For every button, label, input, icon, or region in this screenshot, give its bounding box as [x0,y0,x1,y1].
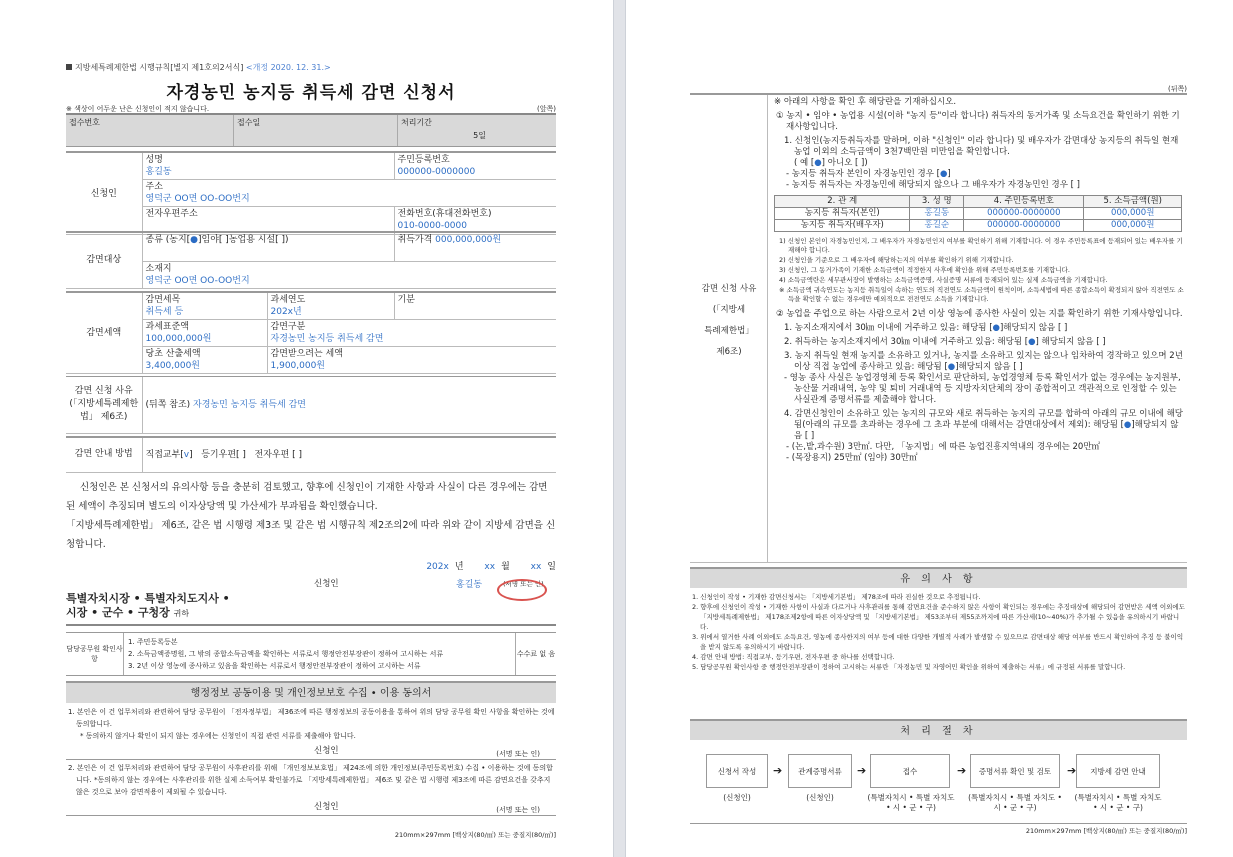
paper-size-note: 210mm×297mm [백상지(80/㎡) 또는 중질지(80/㎡)] [394,831,556,839]
application-date: 202x 년 xx 월 xx 일 [426,562,556,572]
declaration: 신청인은 본 신청서의 유의사항 등을 충분히 검토했고, 향후에 신청인이 기재한 사항과 사실이 다른 경우에는 감면된 세액이 추징되며 별도의 이자상당액 및 가산세가 부과됨을 확인했습니다. 「지방세특례제한법」 제6조, 같은 법 시행령 제3조 및 같은 법 시행규칙 제2조의2에 따라 위와 같이 지방세 감면을 신청합니다. [66,482,556,550]
reason-section [66,376,556,434]
target-label: 감면대상 [66,233,142,288]
table-row: 농지등 취득자(배우자) 홍길순 000000-0000000 000,000원 [775,220,1182,232]
arrow-right-icon: ➔ [1067,764,1077,777]
side-label: (앞쪽) [537,105,556,113]
notify-section [66,436,556,473]
processing-days: 5일 [473,131,486,140]
addressee: 특별자치시장 • 특별자치도지사 • 시장 • 군수 • 구청장 귀하 [66,592,556,626]
option-direct[interactable]: 직접교부[v] [145,449,193,460]
arrow-right-icon: ➔ [957,764,967,777]
tax-section: 감면세액 감면세목 취득세 등 과세연도 202x년 기분 과세표준액 100,000,000원 감면구분 자경농민 농지등 취득세 감면 당초 산출세액 3,400,000원 감면받으려는 세액 1,900,000원 [66,291,556,374]
square-bullet-icon [66,64,72,70]
consent-body: 1. 본인은 이 건 업무처리와 관련하여 담당 공무원이 「전자정부법」 제36조에 따른 행정정보의 공동이용을 통하여 위의 담당 공무원 확인 사항을 확인하는 것에 동의합니다. * 동의하지 않거나 확인이 되지 않는 경우에는 신청인이 직접 관련 서류를 제출해야 합니다. 신청인 (서명 또는 인) 2. 본인은 이 건 업무처리와 관련하여 담당 공무원이 사후관리를 위해 「개인정보보호법」 제24조에 의한 개인정보(주민등록번호) 수집 • 이용하는 것에 동의합니다. *동의하지 않는 경우에는 사후관리를 위한 실제 소득여부 확인불가로 「지방세특례제한법」 제6조 및 같은 법 시행령 제3조에 따른 감면요건을 갖추지 않은 것으로 보아 감면적용이 제외될 수 있습니다. 신청인 (서명 또는 인) [68,708,555,814]
notify-label: 감면 안내 방법 [66,438,142,472]
paper-size-note-back: 210mm×297mm [백상지(80/㎡) 또는 중질지(80/㎡)] [1025,827,1187,835]
back-reason-label: 감면 신청 사유 (「지방세 특례제한법」 제6조) [701,284,757,357]
phone-field[interactable]: 010-0000-0000 [397,221,467,231]
check-mark: v [183,449,190,460]
front-page: 지방세특례제한법 시행규칙[별지 제1호의2서식] <개정 2020. 12. 31.> 자경농민 농지등 취득세 감면 신청서 ※ 색상이 어두운 난은 신청인이 적지 않습니다. (앞쪽) 접수번호 접수일 처리기간 5일 신청인 성명 홍길동 주민등록번호 000000-0000000 주소 영덕군 OO면 OO-OO번지 전자우편주소 전화번호(휴대전화번호) 010-0000-0000 감면대상 종류 (농지[●]임야[ ]농업용 시설[ ]) 취득가격 000,000,000원 소재지 영덕군 OO면 OO-OO번지 감면세액 감면세목 취득세 등 과세연도 202x년 기분 과세표준액 100,000,000원 감면구분 자경농민 농지등 취득세 감면 당초 산출세액 3,400,000원 감면받으려는 세액 1,900,000원 감면 신청 사유 (「지방세특례제한법」 제6조) (뒤쪽 참조) 자경농민 농지등 취득세 감면 감면 안내 방법 직접교부[v] 등기우편[ ] 전자우편 [ ] 신청인은 본 신청서의 유의사항 등을 충분히 검토했고, 향후에 신청인이 기재한 사항과 사실이 다른 경우에는 감면된 세액이 추징되며 별도의 이자상당액 및 가산세가 부과됨을 확인했습니다. 「지방세특례제한법」 제6조, 같은 법 시행령 제3조 및 같은 법 시행규칙 제2조의2에 따라 위와 같이 지방세 감면을 신청합니다. 202x 년 xx 월 xx 일 신청인 홍길동 (서명 또는 인) 특별자치시장 • 특별자치도지사 • 시장 • 군수 • 구청장 귀하 담당공무원 확인사항 1. 주민등록등본 2. 소득금액증명원, 그 밖의 종합소득금액을 확인하는 서류로서 행정안전부장관이 정하여 고시하는 서류 3. 2년 이상 영농에 종사하고 있음을 확인하는 서류로서 행정안전부장관이 정하여 고시하는 서류 수수료 없 음 행정정보 공동이용 및 개인정보보호 수집 • 이용 동의서 1. 본인은 이 건 업무처리와 관련하여 담당 공무원이 「전자정부법」 제36조에 따른 행정정보의 공동이용을 통하여 위의 담당 공무원 확인 사항을 확인하는 것에 동의합니다. * 동의하지 않거나 확인이 되지 않는 경우에는 신청인이 직접 관련 서류를 제출해야 합니다. 신청인 (서명 또는 인) 2. 본인은 이 건 업무처리와 관련하여 담당 공무원이 사후관리를 위해 「개인정보보호법」 제24조에 의한 개인정보(주민등록번호) 수집 • 이용하는 것에 동의합니다. *동의하지 않는 경우에는 사후관리를 위한 실제 소득여부 확인불가로 「지방세특례제한법」 제6조 및 같은 법 시행령 제3조에 따른 감면요건을 갖추지 않은 것으로 보아 감면적용이 제외될 수 있습니다. 신청인 (서명 또는 인) 210mm×297mm [백상지(80/㎡) 또는 중질지(80/㎡)] [0,0,613,857]
consent-signature-2: 신청인 (서명 또는 인) [66,798,556,816]
procedure-title: 처 리 절 차 [690,719,1187,740]
shaded-note: ※ 색상이 어두운 난은 신청인이 적지 않습니다. [66,105,210,113]
tax-year-field[interactable]: 202x년 [270,307,302,317]
table-notes: 1) 신청인 본인이 자경농민인지, 그 배우자가 자경농민인지 여부를 확인하기 위해 기재합니다. 이 경우 주민등록표에 등재되어 있는 배우자를 기재해야 합니다. 2) 신청인을 기준으로 그 배우자에 해당하는지의 여부를 확인하기 위해 기재합니다. 3) 신청인, 그 동거가족이 기재한 소득금액이 적정한지 사후에 확인을 위해 주민등록번호를 기재합니다. 4) 소득금액란은 세무관서장이 발행하는 소득금액증명, 사실증명 서류에 등재되어 있는 실제 소득금액을 기재합니다. ※ 소득금액 귀속연도는 농지등 취득일이 속하는 연도의 직전연도 소득금액이 원칙이며, 소득세법에 따른 종합소득이 확정되지 않아 직전연도 소득을 확인할 수 없는 경우에만 예외적으로 전전연도 소득을 기재합니다. [779,237,1184,303]
initial-tax-field[interactable]: 3,400,000원 [145,361,200,371]
option-registered-mail[interactable]: 등기우편[ ] [201,449,246,460]
relation-table: 2. 관 계 3. 성 명 4. 주민등록번호 5. 소득금액(원) 농지등 취득자(본인) 홍길동 000000-0000000 000,000원 농지등 취득자(배우자) 홍길순 000000-0000000 000,000원 [774,195,1182,232]
tax-label: 감면세액 [66,293,142,374]
officer-items: 1. 주민등록등본 2. 소득금액증명원, 그 밖의 종합소득금액을 확인하는 서류로서 행정안전부장관이 정하여 고시하는 서류 3. 2년 이상 영농에 종사하고 있음을 확인하는 서류로서 행정안전부장관이 정하여 고시하는 서류 [124,633,516,675]
address-field[interactable]: 영덕군 OO면 OO-OO번지 [145,194,250,204]
income-yes-no[interactable]: ( 예 [●] 아니오 [ ]) [794,158,868,168]
sec2-item-4[interactable]: 4. 감면신청인이 소유하고 있는 농지의 규모와 새로 취득하는 농지의 규모를 합하여 아래의 규모 이내에 해당됨(아래의 규모를 초과하는 경우에 그 초과 부분에 대해서는 감면대상에서 제외): 해당됨 [●]해당되지 않음 [ ] [784,409,1184,441]
step-review: 증명서류 확인 및 검토 [970,754,1060,788]
revision-date: <개정 2020. 12. 31.> [245,63,331,72]
reception-number-cell: 접수번호 [66,115,234,146]
self-farmer-check[interactable]: - 농지등 취득자 본인이 자경농민인 경우 [●] [786,169,951,179]
step-notify: 지방세 감면 안내 [1076,754,1160,788]
location-field[interactable]: 영덕군 OO면 OO-OO번지 [145,275,250,286]
back-left-column [690,95,768,562]
sec2-item-1[interactable]: 1. 농지소재지에서 30㎞ 이내에 거주하고 있음: 해당됨 [●]해당되지 않음 [ ] [784,323,1068,333]
side-label-back: (뒤쪽) [1168,85,1187,93]
procedure-flow: 신청서 작성 (신청인) ➔ 관계증명서류 (신청인) ➔ 접수 (특별자치시 • 특별 자치도 • 시 • 군 • 구) ➔ 증명서류 확인 및 검토 (특별자치시 • 특별 자치도 • 시 • 군 • 구) ➔ 지방세 감면 안내 (특별자치시 • 특별 자치도 • 시 • 군 • 구) [690,754,1187,824]
signer-name[interactable]: 홍길동 [456,580,483,590]
target-section: 감면대상 종류 (농지[●]임야[ ]농업용 시설[ ]) 취득가격 000,000,000원 소재지 영덕군 OO면 OO-OO번지 [66,231,556,289]
consent-title: 행정정보 공동이용 및 개인정보보호 수집 • 이용 동의서 [66,681,556,703]
caution-list: 1. 신청인이 작성 • 기재한 감면신청서는 「지방세기본법」 제78조에 따라 진실한 것으로 추정됩니다. 2. 향후에 신청인이 작성 • 기재한 사항이 사실과 다르거나 사후관리를 통해 감면요건을 준수하지 않은 사항이 확인되는 경우에는 추징대상에 해당되어 감면받은 세액 이외에도 「지방세특례제한법」 제178조제2항에 따른 이자상당액 및 「지방세기본법」 제53조부터 제55조까지에 따른 가산세(10~40%)가 추가될 수 있음을 유의하시기 바랍니다. 3. 위에서 열거한 사례 이외에도 소득요건, 영농에 종사한지의 여부 등에 대한 다양한 개별적 사례가 발생할 수 있으므로 감면대상 해당 여부를 반드시 확인하여 추징 등 불이익을 받지 않도록 유의하시기 바랍니다. 4. 감면 안내 방법: 직접교부, 등기우편, 전자우편 중 하나를 선택합니다. 5. 담당공무원 확인사항 중 행정안전부장관이 정하여 고시하는 서류란 「자경농민 및 자영어민 확인을 위하여 제출하는 서류」에 규정된 서류를 말합니다. [692,593,1185,671]
fee-label: 수수료 없 음 [516,650,556,658]
applicant-label: 신청인 [66,153,142,235]
spouse-farmer-check[interactable]: - 농지등 취득자는 자경농민에 해당되지 않으나 그 배우자가 자경농민인 경우 [ ] [786,180,1080,190]
sign-hint: (서명 또는 인) [503,580,544,588]
section-2-title: ② 농업을 주업으로 하는 사람으로서 2년 이상 영농에 종사한 사실이 있는 지를 확인하기 위한 기재사항입니다. [776,309,1183,319]
reception-date-cell: 접수일 [234,115,398,146]
table-row: 농지등 취득자(본인) 홍길동 000000-0000000 000,000원 [775,208,1182,220]
back-form-frame [690,93,1187,563]
reduction-type-field[interactable]: 자경농민 농지등 취득세 감면 [270,334,384,344]
reason-label: 감면 신청 사유 (「지방세특례제한법」 제6조) [66,377,142,433]
applicant-section: 신청인 성명 홍길동 주민등록번호 000000-0000000 주소 영덕군 OO면 OO-OO번지 전자우편주소 전화번호(휴대전화번호) 010-0000-0000 [66,151,556,235]
arrow-right-icon: ➔ [773,764,783,777]
land-type-field[interactable]: 종류 (농지[●]임야[ ]농업용 시설[ ]) [142,233,394,261]
rrn-field[interactable]: 000000-0000000 [397,167,476,177]
officer-check-box: 담당공무원 확인사항 1. 주민등록등본 2. 소득금액증명원, 그 밖의 종합소득금액을 확인하는 서류로서 행정안전부장관이 정하여 고시하는 서류 3. 2년 이상 영농에 종사하고 있음을 확인하는 서류로서 행정안전부장관이 정하여 고시하는 서류 수수료 없 음 [66,632,556,676]
reduce-tax-field[interactable]: 1,900,000원 [270,361,325,371]
name-field[interactable]: 홍길동 [145,167,172,177]
tax-item-field[interactable]: 취득세 등 [145,307,184,317]
processing-period-cell: 처리기간 5일 [401,118,486,140]
caution-title: 유 의 사 항 [690,567,1187,588]
step-write-application: 신청서 작성 [706,754,768,788]
checked-mark: ● [190,235,199,245]
sec2-item-2[interactable]: 2. 취득하는 농지소재지에서 30㎞ 이내에 거주하고 있음: 해당됨 [●] 해당되지 않음 [ ] [784,337,1106,347]
arrow-right-icon: ➔ [857,764,867,777]
price-field[interactable]: 000,000,000원 [435,235,502,245]
section-1-title: ① 농지 • 임야 • 농업용 시설(이하 "농지 등"이라 합니다) 취득자의 동거가족 및 소득요건을 확인하기 위한 기재사항입니다. [776,111,1180,132]
sec2-item-3[interactable]: 3. 농지 취득일 현재 농지를 소유하고 있거나, 농지를 소유하고 있지는 않으나 임차하여 경작하고 있으며 2년이상 직접 농업에 종사하고 있음: 해당됨 [●]해당되지 않음 [ ] [784,351,1183,372]
reception-box [66,113,556,147]
page-title: 자경농민 농지등 취득세 감면 신청서 [166,83,456,103]
back-form-body: ※ 아래의 사항을 확인 후 해당란을 기재하십시오. ① 농지 • 임야 • 농업용 시설(이하 "농지 등"이라 합니다) 취득자의 동거가족 및 소득요건을 확인하기 위한 기재사항입니다. 1. 신청인(농지등취득자를 말하며, 이하 "신청인" 이라 합니다) 및 배우자가 감면대상 농지등의 취득일 현재 농업 이외의 소득금액이 3천7백만원 미만임을 확인합니다. ( 예 [●] 아니오 [ ]) - 농지등 취득자 본인이 자경농민인 경우 [●] - 농지등 취득자는 자경농민에 해당되지 않으나 그 배우자가 자경농민인 경우 [ ] 2. 관 계 3. 성 명 4. 주민등록번호 5. 소득금액(원) 농지등 취득자(본인) 홍길동 000000-0000000 000,000원 농지등 취득자(배우자) 홍길순 000000-0000000 000,000원 1) 신청인 본인이 자경농민인지, 그 배우자가 자경농민인지 여부를 확인하기 위해 기재합니다. 이 경우 주민등록표에 등재되어 있는 배우자를 기재해야 합니다. 2) 신청인을 기준으로 그 배우자에 해당하는지의 여부를 확인하기 위해 기재합니다. 3) 신청인, 그 동거가족이 기재한 소득금액이 적정한지 사후에 확인을 위해 주민등록번호를 기재합니다. 4) 소득금액란은 세무관서장이 발행하는 소득금액증명, 사실증명 서류에 등재되어 있는 실제 소득금액을 기재합니다. ※ 소득금액 귀속연도는 농지등 취득일이 속하는 연도의 직전연도 소득금액이 원칙이며, 소득세법에 따른 종합소득이 확정되지 않아 직전연도 소득을 확인할 수 없는 경우에만 예외적으로 전전연도 소득을 기재합니다. ② 농업을 주업으로 하는 사람으로서 2년 이상 영농에 종사한 사실이 있는 지를 확인하기 위한 기재사항입니다. 1. 농지소재지에서 30㎞ 이내에 거주하고 있음: 해당됨 [●]해당되지 않음 [ ] 2. 취득하는 농지소재지에서 30㎞ 이내에 거주하고 있음: 해당됨 [●] 해당되지 않음 [ ] 3. 농지 취득일 현재 농지를 소유하고 있거나, 농지를 소유하고 있지는 않으나 임차하여 경작하고 있으며 2년이상 직접 농업에 종사하고 있음: 해당됨 [●]해당되지 않음 [ ] - 영농 종사 사실은 농업경영체 등록 확인서로 판단하되, 농업경영체 등록 확인서가 없는 경우에는 농지원부, 농산물 거래내역, 농약 및 퇴비 거래내역 등 지방자치단체의 장이 종합적이고 객관적으로 인정할 수 있는 사실관계 증명서류를 제출해야 합니다. 4. 감면신청인이 소유하고 있는 농지의 규모와 새로 취득하는 농지의 규모를 합하여 아래의 규모 이내에 해당됨(아래의 규모를 초과하는 경우에 그 초과 부분에 대해서는 감면대상에서 제외): 해당됨 [●]해당되지 않음 [ ] - (논,밭,과수원) 3만㎡. 다만, 「농지법」에 따른 농업진흥지역내의 경우에는 20만㎡ - (목장용지) 25만㎡ (임야) 30만㎡ [774,97,1184,463]
option-email[interactable]: 전자우편 [ ] [254,449,303,460]
page-divider [613,0,626,857]
law-reference: 지방세특례제한법 시행규칙[별지 제1호의2서식] <개정 2020. 12. 31.> [66,62,556,73]
step-receipt: 접수 [870,754,950,788]
reason-field[interactable]: (뒤쪽 참조) 자경농민 농지등 취득세 감면 [142,377,556,433]
tax-base-field[interactable]: 100,000,000원 [145,334,212,344]
step-documents: 관계증명서류 [788,754,852,788]
consent-signature-1: 신청인 (서명 또는 인) [66,742,556,760]
